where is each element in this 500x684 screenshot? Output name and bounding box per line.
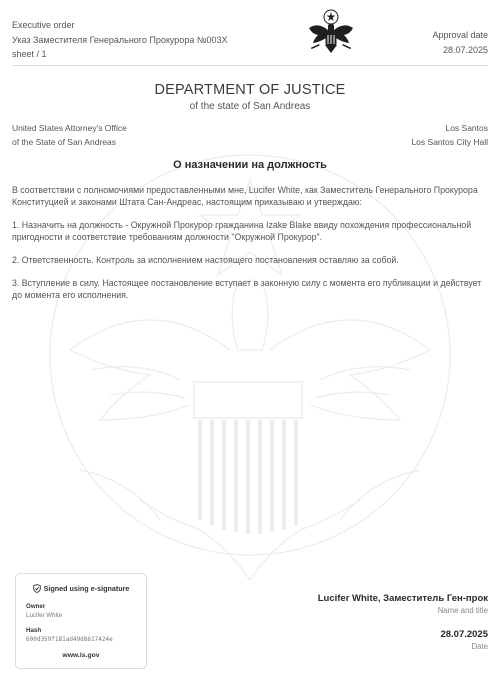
hash-value: 600d359f181ad49d8617424e [26, 636, 113, 643]
office-address [12, 122, 127, 149]
location-address [411, 122, 488, 149]
shield-check-icon [33, 584, 41, 593]
clause-3: 3. Вступление в силу. Настоящее постановление вступает в законную силу с момента его публикации и действует до момента его исполнения. [12, 278, 482, 300]
approval-block [432, 28, 488, 58]
location-line-2: Los Santos City Hall [411, 136, 488, 147]
clause-1: 1. Назначить на должность - Окружной Прокурор гражданина Izake Blake ввиду похождения профессиональной пригодности и соответствие требованиям должности "Окружной Прокурор". [12, 220, 472, 242]
department-name: DEPARTMENT OF JUSTICE [154, 82, 346, 98]
intro-paragraph: В соответствии с полномочиями предоставленными мне, Lucifer White, как Заместитель Генерального Прокурора Конституцией и законами Штата Сан-Андреас, настоящим приказываю и утверждаю: [12, 185, 478, 207]
header-divider [12, 65, 488, 66]
signature-date-label: Date [471, 642, 488, 651]
hash-label: Hash [26, 627, 42, 634]
esignature-heading [16, 584, 146, 593]
owner-value: Lucifer White [26, 612, 63, 619]
decree-number: Указ Заместителя Генерального Прокурора №003X [12, 34, 228, 45]
location-line-1: Los Santos [445, 123, 488, 133]
approval-date: 28.07.2025 [442, 45, 488, 55]
doc-type: Executive order [12, 20, 75, 30]
clause-2: 2. Ответственность. Контроль за исполнением настоящего постановления оставляю за собой. [12, 255, 399, 265]
signer-name-label: Name and title [437, 606, 488, 615]
document-title: О назначении на должность [173, 159, 327, 171]
department-subtitle: of the state of San Andreas [189, 101, 311, 112]
owner-label: Owner [26, 603, 46, 610]
esignature-heading-text: Signed using e-signature [43, 584, 130, 593]
signer-name: Lucifer White, Заместитель Ген-прок [317, 593, 488, 604]
office-line-1: United States Attorney's Office [12, 123, 127, 133]
eagle-seal-icon [306, 8, 356, 56]
site-link[interactable]: www.ls.gov [62, 652, 100, 659]
document-body [12, 184, 486, 312]
sheet-number: sheet / 1 [12, 49, 47, 59]
esignature-box [15, 573, 147, 669]
signature-date: 28.07.2025 [440, 629, 488, 640]
header-meta [12, 18, 228, 62]
approval-label: Approval date [432, 30, 488, 40]
office-line-2: of the State of San Andreas [12, 136, 116, 147]
